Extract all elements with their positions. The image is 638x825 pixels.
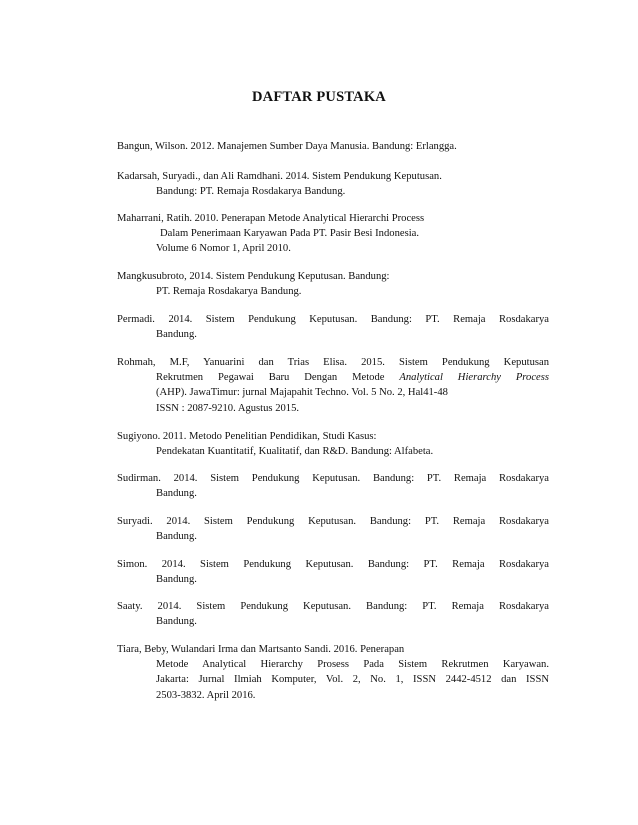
reference-line: ISSN : 2087-9210. Agustus 2015. <box>156 402 300 414</box>
reference-entry-rohmah <box>117 355 549 416</box>
reference-line: Rohmah, M.F, Yanuarini dan Trias Elisa. 2015. Sistem Pendukung Keputusan <box>117 357 549 368</box>
reference-italic-text: Analytical Hierarchy Process <box>399 372 549 384</box>
reference-line: Bandung. <box>156 616 197 628</box>
reference-line: Bangun, Wilson. 2012. Manajemen Sumber Daya Manusia. Bandung: Erlangga. <box>117 141 457 152</box>
reference-line: Maharrani, Ratih. 2010. Penerapan Metode Analytical Hierarchi Process <box>117 213 425 224</box>
reference-entry-maharrani <box>117 211 549 257</box>
reference-line: Simon. 2014. Sistem Pendukung Keputusan. Bandung: PT. Remaja Rosdakarya <box>117 559 549 570</box>
reference-line: Suryadi. 2014. Sistem Pendukung Keputusan. Bandung: PT. Remaja Rosdakarya <box>117 516 549 527</box>
reference-line: Sugiyono. 2011. Metodo Penelitian Pendidikan, Studi Kasus: <box>117 431 377 442</box>
reference-entry-kadarsah <box>117 169 549 199</box>
reference-line: 2503-3832. April 2016. <box>156 689 256 701</box>
reference-line <box>117 370 549 385</box>
reference-line: Mangkusubroto, 2014. Sistem Pendukung Keputusan. Bandung: <box>117 271 390 282</box>
reference-line: (AHP). JawaTimur: jurnal Majapahit Techno. Vol. 5 No. 2, Hal41-48 <box>156 387 448 399</box>
reference-text: Rekrutmen Pegawai Baru Dengan Metode <box>156 372 400 384</box>
reference-line: Volume 6 Nomor 1, April 2010. <box>156 243 291 255</box>
reference-entry-mangkusubroto <box>117 269 549 299</box>
reference-entry-suryadi <box>117 514 549 544</box>
page-title: DAFTAR PUSTAKA <box>252 89 386 105</box>
reference-entry-saaty <box>117 599 549 629</box>
reference-entry-bangun <box>117 139 549 154</box>
reference-entry-sugiyono <box>117 429 549 459</box>
reference-line: Pendekatan Kuantitatif, Kualitatif, dan R&D. Bandung: Alfabeta. <box>156 446 434 458</box>
reference-line: Metode Analytical Hierarchy Prosess Pada Sistem Rekrutmen Karyawan. <box>156 659 549 671</box>
reference-line: Dalam Penerimaan Karyawan Pada PT. Pasir Besi Indonesia. <box>160 228 419 240</box>
reference-line: Jakarta: Jurnal Ilmiah Komputer, Vol. 2, No. 1, ISSN 2442-4512 dan ISSN <box>156 674 549 686</box>
reference-line: Bandung: PT. Remaja Rosdakarya Bandung. <box>156 186 346 198</box>
reference-line: Permadi. 2014. Sistem Pendukung Keputusan. Bandung: PT. Remaja Rosdakarya <box>117 314 549 325</box>
reference-line: PT. Remaja Rosdakarya Bandung. <box>156 286 302 298</box>
reference-line: Kadarsah, Suryadi., dan Ali Ramdhani. 2014. Sistem Pendukung Keputusan. <box>117 171 442 182</box>
reference-line: Bandung. <box>156 329 197 341</box>
reference-entry-permadi <box>117 312 549 342</box>
reference-line: Bandung. <box>156 488 197 500</box>
reference-line: Bandung. <box>156 531 197 543</box>
reference-line: Saaty. 2014. Sistem Pendukung Keputusan. Bandung: PT. Remaja Rosdakarya <box>117 601 549 612</box>
reference-line: Sudirman. 2014. Sistem Pendukung Keputusan. Bandung: PT. Remaja Rosdakarya <box>117 473 549 484</box>
reference-line: Tiara, Beby, Wulandari Irma dan Martsanto Sandi. 2016. Penerapan <box>117 644 405 655</box>
reference-entry-tiara <box>117 642 549 703</box>
reference-entry-sudirman <box>117 471 549 501</box>
reference-entry-simon <box>117 557 549 587</box>
reference-line: Bandung. <box>156 574 197 586</box>
